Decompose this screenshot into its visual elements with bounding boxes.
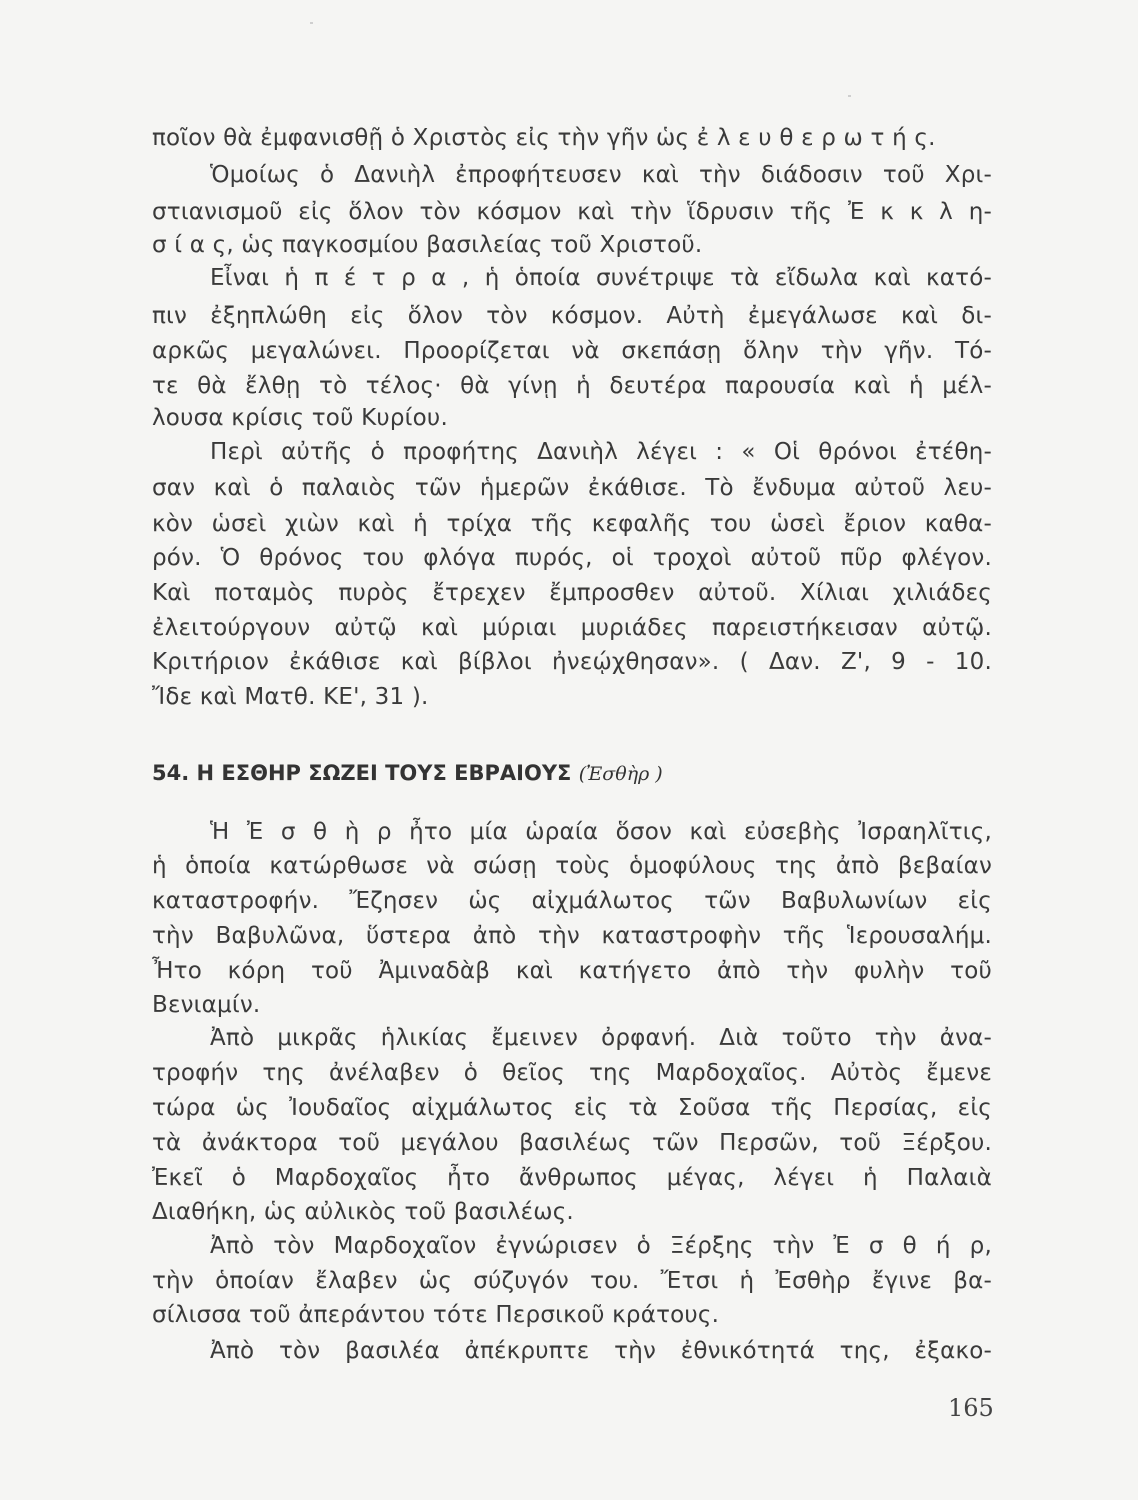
page-number: 165 bbox=[948, 1394, 994, 1422]
text-line: Καὶ ποταμὸς πυρὸς ἔτρεχεν ἔμπροσθεν αὐτοῦ. Χίλιαι χιλιάδες bbox=[152, 580, 992, 606]
text-line: Ἀπὸ τὸν Μαρδοχαῖον ἐγνώρισεν ὁ Ξέρξης τὴν Ἐ σ θ ή ρ, bbox=[210, 1233, 992, 1259]
text-line: τὴν Βαβυλῶνα, ὕστερα ἀπὸ τὴν καταστροφὴν τῆς Ἱερουσαλήμ. bbox=[152, 923, 992, 949]
text-line: αρκῶς μεγαλώνει. Προορίζεται νὰ σκεπάσῃ ὅλην τὴν γῆν. Τό- bbox=[152, 338, 992, 364]
text-line: τροφήν της ἀνέλαβεν ὁ θεῖος της Μαρδοχαῖος. Αὐτὸς ἔμενε bbox=[152, 1060, 992, 1086]
text-line: λουσα κρίσις τοῦ Κυρίου. bbox=[152, 405, 448, 431]
text-line: Ἐκεῖ ὁ Μαρδοχαῖος ἦτο ἄνθρωπος μέγας, λέγει ἡ Παλαιὰ bbox=[152, 1165, 992, 1191]
text-line: ποῖον θὰ ἐμφανισθῇ ὁ Χριστὸς εἰς τὴν γῆν ὡς ἐ λ ε υ θ ε ρ ω τ ή ς. bbox=[152, 125, 936, 151]
text-line: Ἦτο κόρη τοῦ Ἀμιναδὰβ καὶ κατήγετο ἀπὸ τὴν φυλὴν τοῦ bbox=[152, 958, 992, 984]
text-line: Βενιαμίν. bbox=[152, 992, 261, 1018]
text-line: σίλισσα τοῦ ἀπεράντου τότε Περσικοῦ κράτους. bbox=[152, 1302, 720, 1328]
text-line: κὸν ὡσεὶ χιὼν καὶ ἡ τρίχα τῆς κεφαλῆς του ὡσεὶ ἔριον καθα- bbox=[152, 511, 992, 537]
text-line: τὴν ὁποίαν ἔλαβεν ὡς σύζυγόν του. Ἔτσι ἡ Ἐσθὴρ ἔγινε βα- bbox=[152, 1268, 992, 1294]
text-line: Ἡ Ἐ σ θ ὴ ρ ἦτο μία ὡραία ὅσον καὶ εὐσεβὴς Ἰσραηλῖτις, bbox=[210, 819, 992, 845]
text-line: καταστροφήν. Ἔζησεν ὡς αἰχμάλωτος τῶν Βαβυλωνίων εἰς bbox=[152, 888, 992, 914]
text-line: Ἀπὸ τὸν βασιλέα ἀπέκρυπτε τὴν ἐθνικότητά της, ἐξακο- bbox=[210, 1338, 992, 1364]
paper-speck bbox=[848, 95, 851, 97]
text-line: πιν ἐξηπλώθη εἰς ὅλον τὸν κόσμον. Αὐτὴ ἐμεγάλωσε καὶ δι- bbox=[152, 303, 992, 329]
text-line: ἐλειτούργουν αὐτῷ καὶ μύριαι μυριάδες παρειστήκεισαν αὐτῷ. bbox=[152, 615, 992, 641]
text-line: σαν καὶ ὁ παλαιὸς τῶν ἡμερῶν ἐκάθισε. Τὸ ἔνδυμα αὐτοῦ λευ- bbox=[152, 475, 992, 501]
text-line: τε θὰ ἔλθῃ τὸ τέλος· θὰ γίνῃ ἡ δευτέρα παρουσία καὶ ἡ μέλ- bbox=[152, 373, 992, 399]
section-heading bbox=[152, 758, 992, 789]
text-line: Ἀπὸ μικρᾶς ἡλικίας ἔμεινεν ὀρφανή. Διὰ τοῦτο τὴν ἀνα- bbox=[210, 1025, 992, 1051]
text-line: Κριτήριον ἐκάθισε καὶ βίβλοι ἠνεῴχθησαν». ( Δαν. Ζ', 9 - 10. bbox=[152, 649, 992, 675]
text-line: τώρα ὡς Ἰουδαῖος αἰχμάλωτος εἰς τὰ Σοῦσα τῆς Περσίας, εἰς bbox=[152, 1095, 992, 1121]
section-title: 54. Η ΕΣΘΗΡ ΣΩΖΕΙ ΤΟΥΣ ΕΒΡΑΙΟΥΣ bbox=[152, 761, 572, 785]
text-line: Εἶναι ἡ π έ τ ρ α , ἡ ὁποία συνέτριψε τὰ εἴδωλα καὶ κατό- bbox=[210, 265, 992, 291]
text-line: στιανισμοῦ εἰς ὅλον τὸν κόσμον καὶ τὴν ἵδρυσιν τῆς Ἐ κ κ λ η- bbox=[152, 199, 992, 225]
text-line: Περὶ αὐτῆς ὁ προφήτης Δανιὴλ λέγει : « Οἱ θρόνοι ἐτέθη- bbox=[210, 439, 992, 465]
text-line: σ ί α ς, ὡς παγκοσμίου βασιλείας τοῦ Χριστοῦ. bbox=[152, 232, 703, 258]
paper-speck bbox=[310, 22, 313, 24]
text-line: ρόν. Ὁ θρόνος του φλόγα πυρός, οἱ τροχοὶ αὐτοῦ πῦρ φλέγον. bbox=[152, 545, 992, 571]
section-subtitle: (Ἐσθὴρ ) bbox=[578, 763, 663, 785]
text-line: τὰ ἀνάκτορα τοῦ μεγάλου βασιλέως τῶν Περσῶν, τοῦ Ξέρξου. bbox=[152, 1130, 992, 1156]
text-line: Ὁμοίως ὁ Δανιὴλ ἐπροφήτευσεν καὶ τὴν διάδοσιν τοῦ Χρι- bbox=[210, 162, 992, 188]
text-line: Ἴδε καὶ Ματθ. ΚΕ', 31 ). bbox=[152, 684, 429, 710]
text-line: ἡ ὁποία κατώρθωσε νὰ σώσῃ τοὺς ὁμοφύλους της ἀπὸ βεβαίαν bbox=[152, 853, 992, 879]
text-line: Διαθήκη, ὡς αὐλικὸς τοῦ βασιλέως. bbox=[152, 1199, 574, 1225]
